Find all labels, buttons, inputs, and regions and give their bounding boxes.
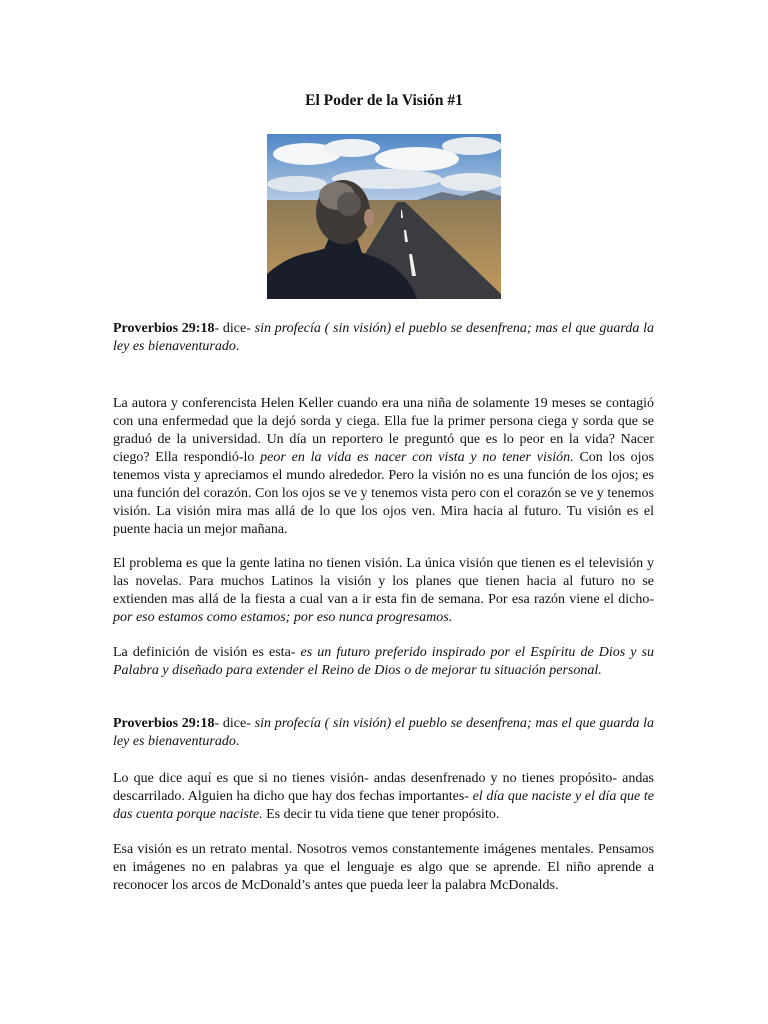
scripture-end: . (235, 734, 240, 749)
scripture-lead: - dice- (214, 716, 255, 731)
helen-keller-paragraph (113, 395, 654, 539)
paragraph-text: Lo que dice aquí es que si no tienes visión- andas desenfrenado y no tienes propósito- andas descarrilado. Alguien ha dicho que hay dos fechas importantes- (113, 771, 654, 804)
purpose-paragraph (113, 770, 654, 824)
paragraph-quote: es un futuro preferido inspirado por el Espíritu de Dios y su Palabra y diseñado para extender el Reino de Dios o de mejorar tu situación personal. (113, 645, 655, 678)
paragraph-text: Con los ojos tenemos vista y apreciamos el mundo alrededor. Pero la visión no es una función de los ojos; es una función del corazón. Con los ojos se ve y tenemos vista pero con el corazón se ve y tenemos visión. La visión mira mas allá de lo que los ojos ven. Mira hacia al futuro. Tu visión es el puente hacia un mejor mañana. (113, 450, 655, 537)
paragraph-quote: peor en la vida es nacer con vista y no tener visión. (260, 450, 574, 465)
paragraph-quote: por eso estamos como estamos; por eso nunca progresamos. (113, 610, 453, 625)
definition-paragraph (113, 644, 654, 680)
scripture-paragraph (113, 320, 654, 356)
paragraph-quote: el día que naciste y el día que te das cuenta porque naciste. (113, 789, 654, 822)
photo-illustration (267, 134, 501, 299)
paragraph-text: La autora y conferencista Helen Keller cuando era una niña de solamente 19 meses se contagió con una enfermedad que la dejó sorda y ciega. Ella fue la primer persona ciega y sorda que se graduó de la universidad. Un día un reportero le preguntó que es lo peor en la vida? Nacer ciego? Ella respondió-lo (113, 396, 654, 465)
scripture-quote: sin profecía ( sin visión) el pueblo se desenfrena; mas el que guarda la ley es bienaventurado (113, 321, 654, 354)
paragraph-text: Esa visión es un retrato mental. Nosotros vemos constantemente imágenes mentales. Pensamos en imágenes no en palabras ya que el lenguaje es algo que se aprende. El niño aprende a reconocer los arcos de McDonald’s antes que pueda leer la palabra McDonalds. (113, 842, 654, 893)
paragraph-text: Es decir tu vida tiene que tener propósito. (262, 807, 500, 822)
scripture-lead: - dice- (214, 321, 255, 336)
scripture-reference: Proverbios 29:18 (113, 716, 215, 731)
document-title: El Poder de la Visión #1 (305, 92, 463, 109)
mental-image-paragraph (113, 841, 654, 895)
scripture-paragraph (113, 715, 654, 751)
paragraph-text: La definición de visión es esta- (113, 645, 301, 660)
man-looking-at-road-photo (267, 134, 501, 299)
paragraph-text: El problema es que la gente latina no tienen visión. La única visión que tienen es el televisión y las novelas. Para muchos Latinos la visión y los planes que tienen hacia al futuro no se extienden mas allá de la fiesta a cual van a ir esta fin de semana. Por esa razón viene el dicho- (113, 556, 654, 607)
scripture-end: . (235, 339, 240, 354)
scripture-reference: Proverbios 29:18 (113, 321, 215, 336)
problem-paragraph (113, 555, 654, 627)
scripture-quote: sin profecía ( sin visión) el pueblo se desenfrena; mas el que guarda la ley es bienaventurado (113, 716, 654, 749)
